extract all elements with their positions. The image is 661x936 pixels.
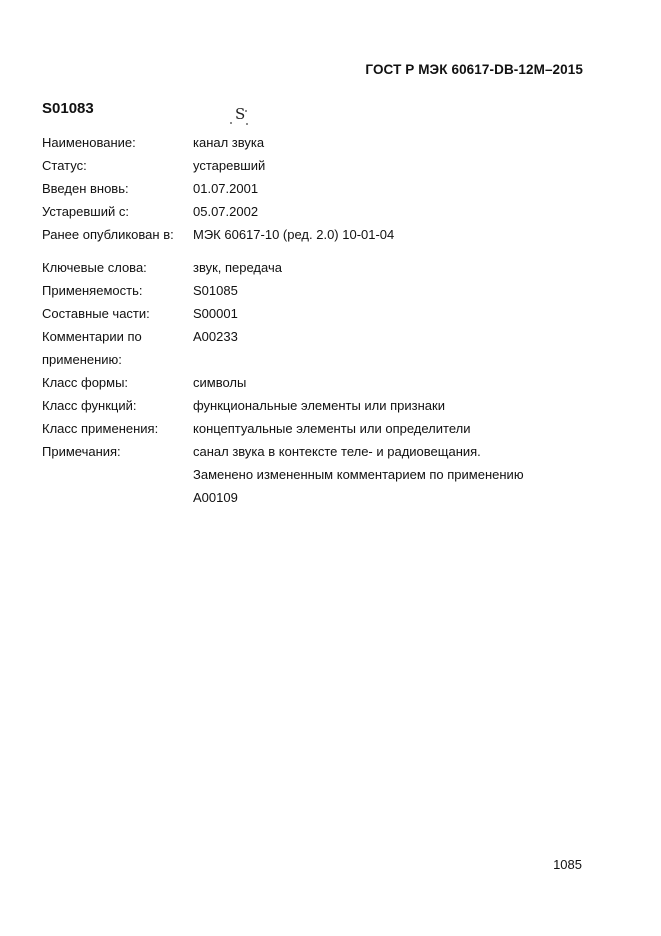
field-value: Заменено измененным комментарием по применению (193, 467, 524, 482)
field-application-class (42, 417, 602, 440)
field-obsolete-since (42, 200, 602, 223)
symbol-glyph: S (235, 105, 246, 123)
field-label: Устаревший с: (42, 204, 129, 219)
field-value: концептуальные элементы или определители (193, 421, 471, 436)
field-application-comments (42, 325, 602, 348)
field-label: Составные части: (42, 306, 150, 321)
field-components (42, 302, 602, 325)
symbol-dot (245, 110, 247, 112)
page-number: 1085 (553, 857, 582, 872)
symbol-dot (230, 122, 232, 124)
field-label: Примечания: (42, 444, 121, 459)
field-value (193, 348, 602, 371)
field-value: звук, передача (193, 260, 282, 275)
field-form-class (42, 371, 602, 394)
field-label: применению: (42, 352, 122, 367)
field-keywords (42, 256, 602, 279)
entry-fields (42, 131, 602, 509)
field-value: 01.07.2001 (193, 181, 259, 196)
field-function-class (42, 394, 602, 417)
field-applicability (42, 279, 602, 302)
field-value: 05.07.2002 (193, 204, 259, 219)
field-label (42, 463, 193, 486)
field-label: Комментарии по (42, 329, 142, 344)
field-label: Ключевые слова: (42, 260, 147, 275)
field-value: функциональные элементы или признаки (193, 398, 445, 413)
field-notes-cont (42, 463, 602, 486)
entry-code: S01083 (42, 100, 94, 117)
section-gap (42, 246, 602, 256)
field-value: символы (193, 375, 247, 390)
field-label: Ранее опубликован в: (42, 227, 174, 242)
field-value: устаревший (193, 158, 266, 173)
field-introduced (42, 177, 602, 200)
field-previously-published (42, 223, 602, 246)
field-label: Применяемость: (42, 283, 143, 298)
field-value: санал звука в контексте теле- и радиовещания. (193, 444, 481, 459)
field-label (42, 486, 193, 509)
field-label: Введен вновь: (42, 181, 129, 196)
sound-channel-symbol-icon (226, 106, 254, 128)
field-value: S00001 (193, 306, 238, 321)
field-value: канал звука (193, 135, 265, 150)
field-value: МЭК 60617-10 (ред. 2.0) 10-01-04 (193, 227, 395, 242)
field-notes-cont (42, 486, 602, 509)
field-label: Статус: (42, 158, 87, 173)
field-value: A00233 (193, 329, 238, 344)
field-notes (42, 440, 602, 463)
field-value: S01085 (193, 283, 238, 298)
field-name (42, 131, 602, 154)
symbol-dot (246, 123, 248, 125)
field-label: Класс формы: (42, 375, 129, 390)
field-value: A00109 (193, 490, 238, 505)
field-label: Наименование: (42, 135, 136, 150)
field-label: Класс применения: (42, 421, 159, 436)
field-status (42, 154, 602, 177)
field-application-comments-cont (42, 348, 602, 371)
field-label: Класс функций: (42, 398, 137, 413)
document-header: ГОСТ Р МЭК 60617-DB-12M–2015 (365, 62, 583, 77)
